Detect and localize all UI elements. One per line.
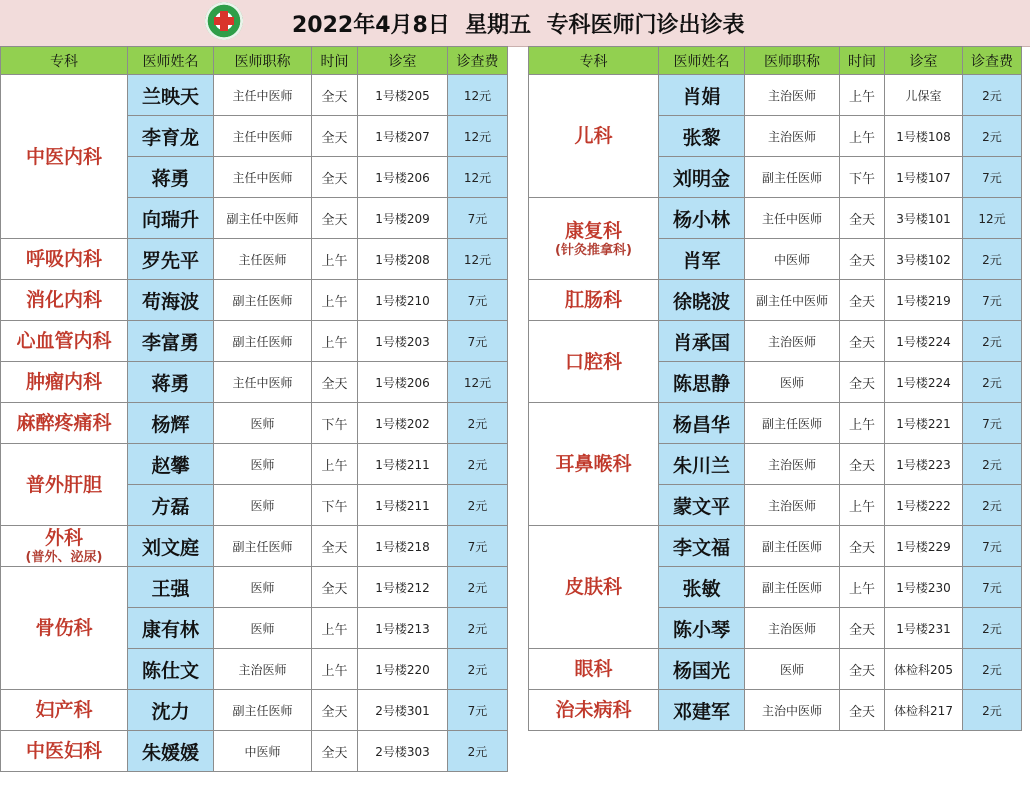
consultation-fee: 2元	[963, 239, 1022, 280]
doctor-name: 蒋勇	[128, 157, 214, 198]
clinic-time: 上午	[840, 403, 885, 444]
consultation-fee: 2元	[963, 321, 1022, 362]
table-header-row	[529, 47, 1022, 75]
col-header-name: 医师姓名	[128, 47, 214, 75]
clinic-time: 上午	[840, 567, 885, 608]
department-name: 康复科	[564, 219, 622, 242]
consultation-fee: 2元	[448, 608, 508, 649]
clinic-time: 上午	[312, 239, 358, 280]
clinic-room: 2号楼301	[358, 690, 448, 731]
doctor-title: 主治医师	[745, 321, 840, 362]
header-bar	[0, 0, 1030, 47]
consultation-fee: 2元	[448, 403, 508, 444]
consultation-fee: 2元	[448, 649, 508, 690]
doctor-name: 沈力	[128, 690, 214, 731]
table-row	[529, 198, 1022, 239]
table-row	[1, 567, 508, 608]
department-cell	[1, 280, 128, 321]
clinic-time: 全天	[840, 444, 885, 485]
department-name: 肿瘤内科	[25, 371, 102, 393]
clinic-room: 1号楼220	[358, 649, 448, 690]
col-header-rank: 医师职称	[214, 47, 312, 75]
consultation-fee: 2元	[448, 567, 508, 608]
consultation-fee: 2元	[448, 485, 508, 526]
doctor-title: 副主任医师	[214, 690, 312, 731]
clinic-room: 1号楼219	[885, 280, 963, 321]
clinic-time: 全天	[840, 526, 885, 567]
consultation-fee: 2元	[448, 731, 508, 772]
table-row	[1, 239, 508, 280]
clinic-room: 1号楼231	[885, 608, 963, 649]
table-row	[529, 690, 1022, 731]
doctor-name: 李育龙	[128, 116, 214, 157]
doctor-title: 副主任医师	[745, 567, 840, 608]
clinic-time: 上午	[840, 116, 885, 157]
department-name: 儿科	[574, 125, 613, 147]
consultation-fee: 2元	[963, 444, 1022, 485]
doctor-title: 中医师	[745, 239, 840, 280]
consultation-fee: 12元	[963, 198, 1022, 239]
clinic-room: 1号楼221	[885, 403, 963, 444]
clinic-room: 1号楼108	[885, 116, 963, 157]
doctor-name: 肖军	[659, 239, 745, 280]
doctor-title: 主任医师	[214, 239, 312, 280]
clinic-time: 下午	[312, 403, 358, 444]
department-subtitle: (针灸推拿科)	[555, 242, 632, 258]
clinic-time: 全天	[840, 321, 885, 362]
col-header-room: 诊室	[885, 47, 963, 75]
doctor-name: 朱川兰	[659, 444, 745, 485]
doctor-name: 邓建军	[659, 690, 745, 731]
consultation-fee: 7元	[448, 690, 508, 731]
schedule-table-left	[0, 46, 508, 772]
doctor-name: 罗先平	[128, 239, 214, 280]
department-cell	[529, 280, 659, 321]
department-cell	[1, 362, 128, 403]
department-cell	[529, 75, 659, 198]
clinic-room: 1号楼224	[885, 321, 963, 362]
clinic-room: 1号楼206	[358, 362, 448, 403]
doctor-title: 主任中医师	[214, 75, 312, 116]
table-row	[529, 280, 1022, 321]
doctor-name: 康有林	[128, 608, 214, 649]
col-header-dept: 专科	[529, 47, 659, 75]
doctor-name: 方磊	[128, 485, 214, 526]
table-row	[1, 75, 508, 116]
clinic-time: 全天	[312, 731, 358, 772]
clinic-time: 全天	[312, 362, 358, 403]
clinic-room: 1号楼213	[358, 608, 448, 649]
doctor-name: 王强	[128, 567, 214, 608]
consultation-fee: 7元	[963, 567, 1022, 608]
department-cell	[529, 690, 659, 731]
doctor-name: 张黎	[659, 116, 745, 157]
department-name: 眼科	[574, 658, 613, 680]
clinic-time: 下午	[840, 157, 885, 198]
department-cell	[529, 526, 659, 649]
clinic-time: 上午	[312, 649, 358, 690]
table-row	[1, 280, 508, 321]
clinic-time: 全天	[840, 239, 885, 280]
consultation-fee: 7元	[448, 321, 508, 362]
doctor-name: 刘明金	[659, 157, 745, 198]
table-row	[529, 321, 1022, 362]
clinic-room: 1号楼222	[885, 485, 963, 526]
doctor-title: 副主任中医师	[214, 198, 312, 239]
consultation-fee: 7元	[963, 280, 1022, 321]
clinic-room: 3号楼102	[885, 239, 963, 280]
clinic-room: 1号楼209	[358, 198, 448, 239]
department-cell	[529, 198, 659, 280]
doctor-title: 主任中医师	[214, 157, 312, 198]
department-name: 外科	[44, 527, 83, 549]
table-row	[1, 526, 508, 567]
clinic-room: 1号楼229	[885, 526, 963, 567]
department-cell	[1, 690, 128, 731]
department-cell	[1, 526, 128, 567]
doctor-name: 蒋勇	[128, 362, 214, 403]
department-name: 普外肝胆	[25, 473, 102, 496]
doctor-name: 陈小琴	[659, 608, 745, 649]
col-header-rank: 医师职称	[745, 47, 840, 75]
col-header-fee: 诊查费	[448, 47, 508, 75]
doctor-title: 主任中医师	[214, 116, 312, 157]
doctor-title: 副主任医师	[745, 157, 840, 198]
clinic-room: 1号楼224	[885, 362, 963, 403]
clinic-room: 1号楼205	[358, 75, 448, 116]
consultation-fee: 7元	[963, 157, 1022, 198]
col-header-time: 时间	[840, 47, 885, 75]
consultation-fee: 7元	[448, 280, 508, 321]
clinic-room: 1号楼223	[885, 444, 963, 485]
doctor-title: 医师	[214, 444, 312, 485]
logo-cross-horizontal	[214, 17, 234, 25]
col-header-room: 诊室	[358, 47, 448, 75]
consultation-fee: 12元	[448, 116, 508, 157]
table-row	[1, 444, 508, 485]
clinic-room: 1号楼202	[358, 403, 448, 444]
clinic-time: 全天	[312, 75, 358, 116]
doctor-name: 杨小林	[659, 198, 745, 239]
department-name: 心血管内科	[16, 330, 112, 352]
doctor-name: 赵攀	[128, 444, 214, 485]
doctor-name: 杨昌华	[659, 403, 745, 444]
doctor-title: 副主任医师	[214, 321, 312, 362]
clinic-room: 3号楼101	[885, 198, 963, 239]
table-header-row	[1, 47, 508, 75]
clinic-room: 体检科217	[885, 690, 963, 731]
doctor-name: 陈思静	[659, 362, 745, 403]
table-row	[1, 362, 508, 403]
clinic-room: 1号楼203	[358, 321, 448, 362]
doctor-name: 李富勇	[128, 321, 214, 362]
clinic-time: 上午	[312, 321, 358, 362]
clinic-time: 全天	[312, 567, 358, 608]
department-cell	[1, 75, 128, 239]
department-name: 口腔科	[564, 350, 622, 373]
clinic-room: 儿保室	[885, 75, 963, 116]
doctor-title: 医师	[214, 608, 312, 649]
clinic-time: 全天	[840, 362, 885, 403]
table-row	[529, 649, 1022, 690]
table-row	[1, 690, 508, 731]
consultation-fee: 7元	[448, 526, 508, 567]
consultation-fee: 2元	[963, 649, 1022, 690]
consultation-fee: 12元	[448, 362, 508, 403]
schedule-table-right	[528, 46, 1022, 731]
clinic-time: 全天	[312, 526, 358, 567]
department-cell	[1, 731, 128, 772]
clinic-room: 1号楼218	[358, 526, 448, 567]
department-subtitle: (普外、泌尿)	[25, 550, 103, 565]
department-cell	[1, 567, 128, 690]
consultation-fee: 2元	[963, 485, 1022, 526]
doctor-name: 李文福	[659, 526, 745, 567]
doctor-title: 医师	[745, 362, 840, 403]
clinic-room: 1号楼212	[358, 567, 448, 608]
doctor-title: 医师	[214, 567, 312, 608]
doctor-title: 医师	[214, 485, 312, 526]
doctor-name: 杨辉	[128, 403, 214, 444]
page-title: 2022年4月8日 星期五 专科医师门诊出诊表	[292, 13, 745, 38]
clinic-room: 1号楼211	[358, 485, 448, 526]
doctor-name: 肖娟	[659, 75, 745, 116]
clinic-time: 上午	[840, 75, 885, 116]
consultation-fee: 2元	[448, 444, 508, 485]
table-row	[529, 75, 1022, 116]
doctor-name: 兰映天	[128, 75, 214, 116]
department-cell	[529, 403, 659, 526]
table-row	[1, 731, 508, 772]
doctor-name: 朱媛媛	[128, 731, 214, 772]
doctor-title: 医师	[214, 403, 312, 444]
clinic-room: 1号楼230	[885, 567, 963, 608]
consultation-fee: 2元	[963, 75, 1022, 116]
department-cell	[1, 403, 128, 444]
department-name: 骨伤科	[35, 617, 93, 639]
doctor-name: 陈仕文	[128, 649, 214, 690]
doctor-name: 蒙文平	[659, 485, 745, 526]
clinic-time: 全天	[840, 280, 885, 321]
consultation-fee: 12元	[448, 75, 508, 116]
department-name: 治未病科	[555, 699, 632, 721]
department-name: 肛肠科	[564, 289, 622, 311]
consultation-fee: 2元	[963, 116, 1022, 157]
consultation-fee: 7元	[963, 526, 1022, 567]
clinic-time: 上午	[312, 608, 358, 649]
clinic-time: 上午	[840, 485, 885, 526]
doctor-title: 主任中医师	[214, 362, 312, 403]
clinic-time: 全天	[840, 198, 885, 239]
clinic-time: 全天	[312, 157, 358, 198]
col-header-fee: 诊查费	[963, 47, 1022, 75]
doctor-title: 副主任医师	[214, 526, 312, 567]
clinic-time: 上午	[312, 444, 358, 485]
doctor-title: 中医师	[214, 731, 312, 772]
doctor-title: 主治医师	[745, 75, 840, 116]
consultation-fee: 2元	[963, 690, 1022, 731]
clinic-time: 全天	[312, 690, 358, 731]
clinic-room: 体检科205	[885, 649, 963, 690]
table-row	[1, 403, 508, 444]
clinic-room: 1号楼107	[885, 157, 963, 198]
doctor-title: 副主任医师	[745, 403, 840, 444]
doctor-name: 苟海波	[128, 280, 214, 321]
doctor-name: 徐晓波	[659, 280, 745, 321]
hospital-logo-icon	[205, 2, 243, 40]
col-header-time: 时间	[312, 47, 358, 75]
table-row	[529, 403, 1022, 444]
doctor-title: 主治医师	[745, 485, 840, 526]
clinic-time: 全天	[312, 198, 358, 239]
clinic-time: 下午	[312, 485, 358, 526]
col-header-name: 医师姓名	[659, 47, 745, 75]
department-name: 中医妇科	[25, 740, 102, 762]
department-cell	[1, 321, 128, 362]
consultation-fee: 2元	[963, 608, 1022, 649]
doctor-title: 主治医师	[745, 608, 840, 649]
col-header-dept: 专科	[1, 47, 128, 75]
consultation-fee: 2元	[963, 362, 1022, 403]
table-row	[529, 526, 1022, 567]
clinic-room: 1号楼206	[358, 157, 448, 198]
consultation-fee: 7元	[448, 198, 508, 239]
clinic-time: 全天	[840, 690, 885, 731]
doctor-title: 副主任中医师	[745, 280, 840, 321]
doctor-title: 主治医师	[745, 444, 840, 485]
doctor-name: 向瑞升	[128, 198, 214, 239]
department-name: 消化内科	[25, 289, 102, 311]
clinic-room: 1号楼207	[358, 116, 448, 157]
consultation-fee: 12元	[448, 239, 508, 280]
clinic-time: 上午	[312, 280, 358, 321]
clinic-time: 全天	[312, 116, 358, 157]
clinic-room: 1号楼208	[358, 239, 448, 280]
department-name: 呼吸内科	[25, 248, 102, 270]
department-cell	[529, 321, 659, 403]
clinic-room: 1号楼211	[358, 444, 448, 485]
clinic-time: 全天	[840, 608, 885, 649]
department-name: 麻醉疼痛科	[16, 412, 112, 434]
doctor-title: 主治中医师	[745, 690, 840, 731]
doctor-title: 医师	[745, 649, 840, 690]
doctor-title: 副主任医师	[745, 526, 840, 567]
doctor-title: 副主任医师	[214, 280, 312, 321]
doctor-name: 杨国光	[659, 649, 745, 690]
doctor-name: 张敏	[659, 567, 745, 608]
department-name: 皮肤科	[564, 576, 622, 598]
doctor-name: 肖承国	[659, 321, 745, 362]
table-row	[1, 321, 508, 362]
doctor-title: 主治医师	[745, 116, 840, 157]
clinic-room: 1号楼210	[358, 280, 448, 321]
doctor-title: 主任中医师	[745, 198, 840, 239]
consultation-fee: 7元	[963, 403, 1022, 444]
clinic-room: 2号楼303	[358, 731, 448, 772]
doctor-name: 刘文庭	[128, 526, 214, 567]
doctor-title: 主治医师	[214, 649, 312, 690]
department-cell	[1, 239, 128, 280]
clinic-time: 全天	[840, 649, 885, 690]
department-cell	[1, 444, 128, 526]
department-name: 中医内科	[25, 145, 102, 168]
department-name: 妇产科	[35, 699, 93, 721]
consultation-fee: 12元	[448, 157, 508, 198]
department-cell	[529, 649, 659, 690]
department-name: 耳鼻喉科	[555, 453, 632, 475]
